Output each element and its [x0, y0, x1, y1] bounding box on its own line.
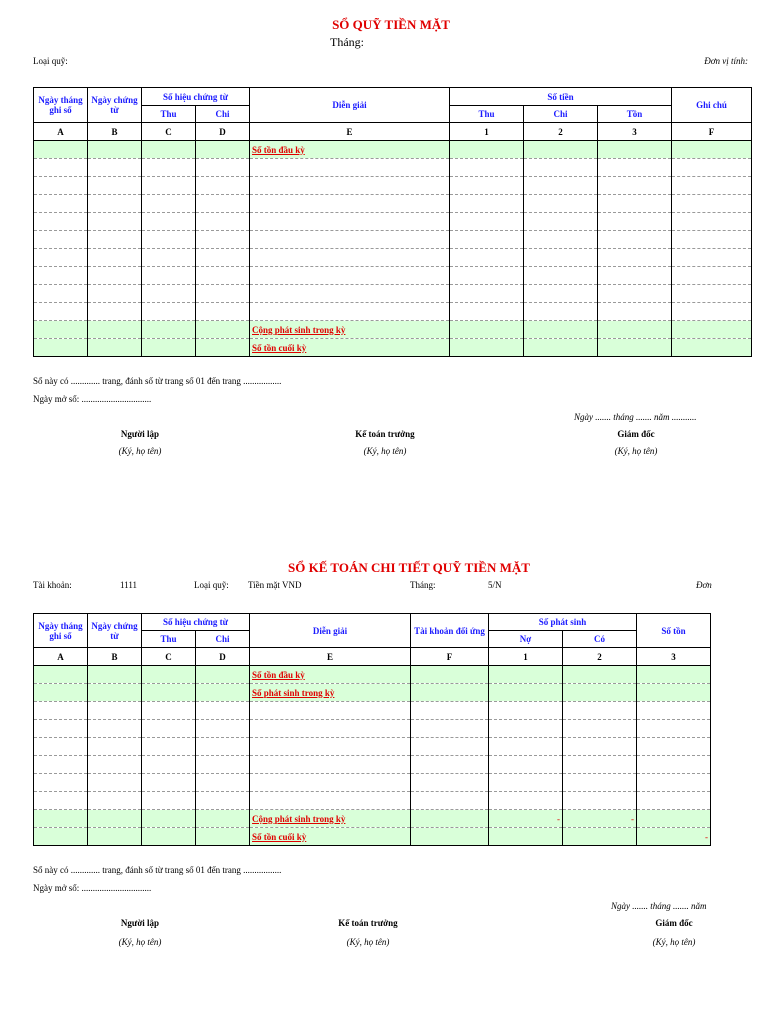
cash-book-title: SỔ QUỸ TIỀN MẶT	[332, 17, 450, 32]
fund-type-label: Loại quỹ:	[33, 56, 68, 66]
row-label: Cộng phát sinh trong kỳ	[250, 810, 411, 828]
col-amount: Số tiền	[450, 88, 672, 106]
col-letter: D	[196, 648, 250, 666]
table-row	[34, 756, 711, 774]
col-letter: D	[196, 123, 250, 141]
col-letter: B	[88, 648, 142, 666]
page-count-line: Sổ này có ............. trang, đánh số từ trang số 01 đến trang .................	[33, 376, 282, 386]
col-date-doc: Ngày chứng từ	[88, 614, 142, 648]
table-row	[34, 249, 752, 267]
col-doc-receipt: Thu	[142, 106, 196, 123]
fund-type-value: Tiền mặt VND	[248, 580, 302, 590]
col-description: Diễn giải	[250, 614, 411, 648]
table-row	[34, 159, 752, 177]
row-label: Số phát sinh trong kỳ	[250, 684, 411, 702]
col-letter: 2	[524, 123, 598, 141]
director-title-2: Giám đốc	[655, 918, 693, 928]
month-label: Tháng:	[330, 35, 364, 49]
director-sign-note-2: (Ký, họ tên)	[652, 937, 696, 947]
preparer-title-2: Người lập	[120, 918, 160, 928]
col-debit: Nợ	[489, 631, 563, 648]
table-row	[34, 738, 711, 756]
total-movement-row	[34, 321, 752, 339]
col-credit: Có	[563, 631, 637, 648]
accountant-title-2: Kế toán trưởng	[338, 918, 398, 928]
col-description: Diễn giải	[250, 88, 450, 123]
table-row	[34, 702, 711, 720]
col-letter: F	[411, 648, 489, 666]
col-date-doc: Ngày chứng từ	[88, 88, 142, 123]
opening-balance-row	[34, 141, 752, 159]
col-balance: Số tồn	[637, 614, 711, 648]
table-row	[34, 231, 752, 249]
row-label: Số tồn đầu kỳ	[250, 141, 450, 159]
col-letter: F	[672, 123, 752, 141]
movement-row	[34, 684, 711, 702]
unit-label: Đơn vị tính:	[704, 56, 748, 66]
preparer-title: Người lập	[120, 429, 160, 439]
total-credit-value: -	[563, 810, 637, 828]
col-amt-payment: Chi	[524, 106, 598, 123]
col-amt-receipt: Thu	[450, 106, 524, 123]
col-amt-balance: Tồn	[598, 106, 672, 123]
fund-type-label-2: Loại quỹ:	[194, 580, 229, 590]
col-letter: A	[34, 123, 88, 141]
col-letter: B	[88, 123, 142, 141]
open-date-line-2: Ngày mở sổ: ...............................	[33, 883, 152, 893]
col-letter: E	[250, 648, 411, 666]
row-label: Số tồn đầu kỳ	[250, 666, 411, 684]
col-doc-payment: Chi	[196, 631, 250, 648]
director-sign-note: (Ký, họ tên)	[614, 446, 658, 456]
table-row	[34, 285, 752, 303]
col-doc-no: Số hiệu chứng từ	[142, 88, 250, 106]
row-label: Số tồn cuối kỳ	[250, 339, 450, 357]
month-value: 5/N	[488, 580, 502, 590]
row-label: Số tồn cuối kỳ	[250, 828, 411, 846]
table-row	[34, 177, 752, 195]
detail-book-table	[33, 613, 711, 846]
col-contra-account: Tài khoản đối ứng	[411, 614, 489, 648]
account-value: 1111	[120, 580, 137, 590]
col-doc-payment: Chi	[196, 106, 250, 123]
col-date-record: Ngày tháng ghi sổ	[34, 614, 88, 648]
col-movement: Số phát sinh	[489, 614, 637, 631]
col-letter: 1	[489, 648, 563, 666]
col-letter: A	[34, 648, 88, 666]
open-date-line: Ngày mở sổ: ...............................	[33, 394, 152, 404]
detail-book-title: SỔ KẾ TOÁN CHI TIẾT QUỸ TIỀN MẶT	[288, 560, 530, 575]
col-date-record: Ngày tháng ghi sổ	[34, 88, 88, 123]
table-row	[34, 303, 752, 321]
table-row	[34, 267, 752, 285]
col-letter: E	[250, 123, 450, 141]
col-letter: C	[142, 648, 196, 666]
accountant-sign-note-2: (Ký, họ tên)	[346, 937, 390, 947]
accountant-title: Kế toán trưởng	[355, 429, 415, 439]
row-label: Cộng phát sinh trong kỳ	[250, 321, 450, 339]
table-row	[34, 720, 711, 738]
table-row	[34, 213, 752, 231]
director-title: Giám đốc	[617, 429, 655, 439]
col-note: Ghi chú	[672, 88, 752, 123]
total-debit-value: -	[489, 810, 563, 828]
col-letter: 3	[637, 648, 711, 666]
table-row	[34, 774, 711, 792]
preparer-sign-note: (Ký, họ tên)	[118, 446, 162, 456]
col-letter: 2	[563, 648, 637, 666]
month-label-2: Tháng:	[410, 580, 436, 590]
col-letter: 1	[450, 123, 524, 141]
cash-book-table	[33, 87, 752, 357]
account-label: Tài khoản:	[33, 580, 72, 590]
accountant-sign-note: (Ký, họ tên)	[363, 446, 407, 456]
col-doc-receipt: Thu	[142, 631, 196, 648]
closing-balance-value: -	[637, 828, 711, 846]
col-letter: 3	[598, 123, 672, 141]
col-letter: C	[142, 123, 196, 141]
table-row	[34, 792, 711, 810]
opening-balance-row	[34, 666, 711, 684]
unit-label-2: Đơn	[696, 580, 712, 590]
closing-balance-row	[34, 828, 711, 846]
preparer-sign-note-2: (Ký, họ tên)	[118, 937, 162, 947]
closing-balance-row	[34, 339, 752, 357]
total-movement-row	[34, 810, 711, 828]
page-count-line-2: Sổ này có ............. trang, đánh số từ trang số 01 đến trang .................	[33, 865, 282, 875]
col-doc-no: Số hiệu chứng từ	[142, 614, 250, 631]
table-row	[34, 195, 752, 213]
signature-date-line: Ngày ....... tháng ....... năm ...........	[574, 412, 697, 422]
signature-date-line-2: Ngày ....... tháng ....... năm	[611, 901, 707, 911]
